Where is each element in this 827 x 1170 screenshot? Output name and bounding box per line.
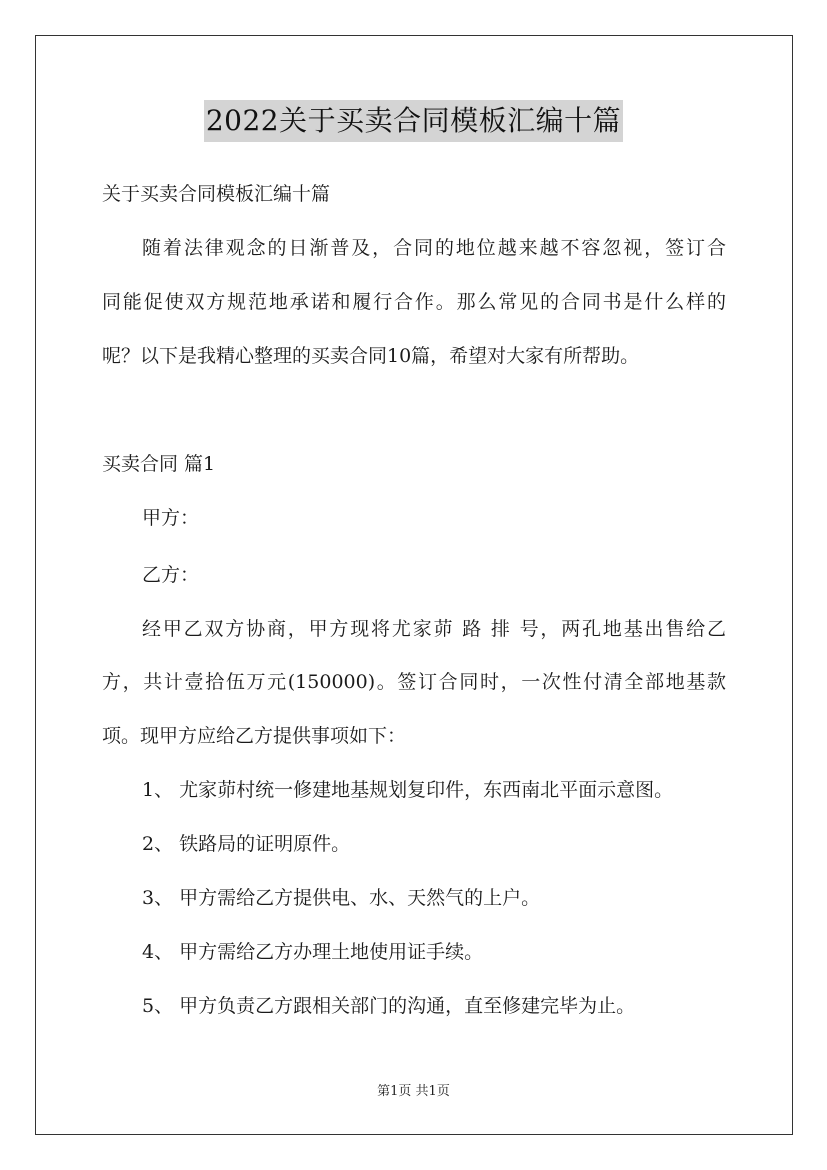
intro-line-2: 同能促使双方规范地承诺和履行合作。那么常见的合同书是什么样的 [102, 291, 726, 313]
party-b-label: 乙方： [142, 564, 200, 586]
agreement-line-1: 经甲乙双方协商，甲方现将尤家茆 路 排 号，两孔地基出售给乙 [142, 618, 726, 640]
page-footer: 第1页 共1页 [377, 1084, 450, 1099]
agreement-line-2: 方，共计壹拾伍万元(150000)。签订合同时，一次性付清全部地基款 [102, 671, 726, 693]
intro-line-3: 呢？以下是我精心整理的买卖合同10篇，希望对大家有所帮助。 [102, 345, 640, 367]
party-a-label: 甲方： [142, 507, 200, 529]
document-title: 2022关于买卖合同模板汇编十篇 [204, 100, 623, 142]
document-subtitle: 关于买卖合同模板汇编十篇 [102, 183, 331, 205]
agreement-line-3: 项。现甲方应给乙方提供事项如下： [102, 725, 407, 747]
list-item: 4、 甲方需给乙方办理土地使用证手续。 [142, 941, 484, 963]
title-container [0, 100, 827, 142]
section-heading: 买卖合同 篇1 [102, 453, 216, 475]
list-item: 5、 甲方负责乙方跟相关部门的沟通，直至修建完毕为止。 [142, 995, 636, 1017]
intro-line-1: 随着法律观念的日渐普及，合同的地位越来越不容忽视，签订合 [142, 237, 726, 259]
list-item: 3、 甲方需给乙方提供电、水、天然气的上户。 [142, 887, 541, 909]
list-item: 2、 铁路局的证明原件。 [142, 833, 351, 855]
list-item: 1、 尤家茆村统一修建地基规划复印件，东西南北平面示意图。 [142, 779, 674, 801]
